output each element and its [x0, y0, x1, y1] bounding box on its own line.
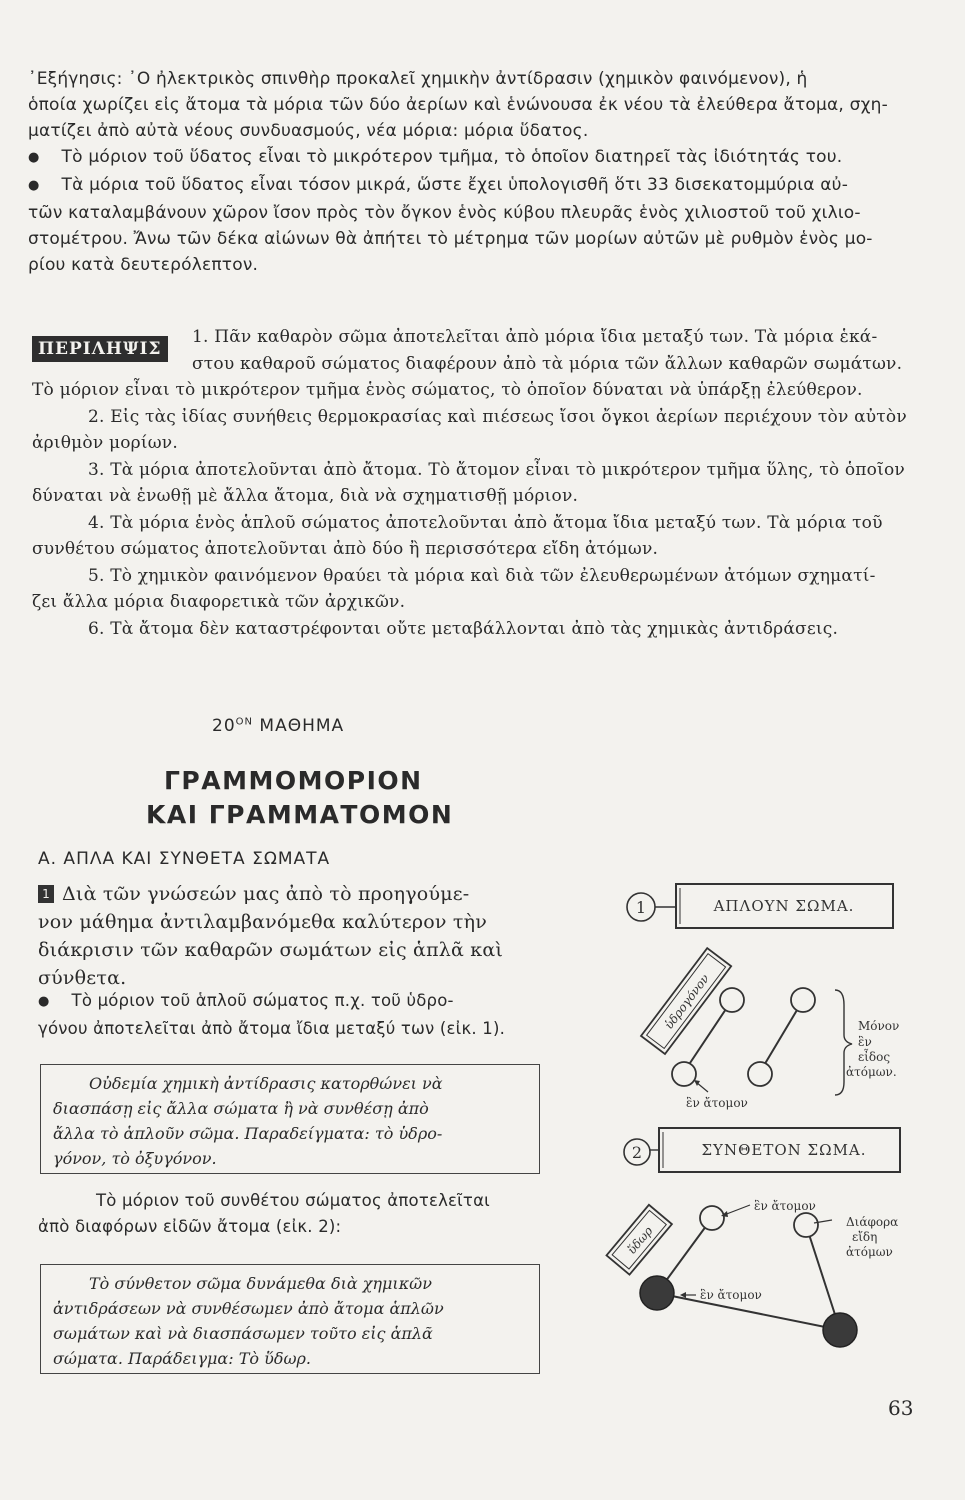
paragraph-line: ἀπὸ διαφόρων εἰδῶν ἄτομα (εἰκ. 2): [38, 1217, 342, 1236]
summary-line: συνθέτου σώματος ἀποτελοῦνται ἀπὸ δύο ἢ περισσότερα εἴδη ἀτόμων. [32, 539, 659, 559]
lesson-label: ΜΑΘΗΜΑ [259, 716, 345, 736]
paragraph-line: Διὰ τῶν γνώσεών μας ἀπὸ τὸ προηγούμε- [62, 883, 470, 905]
intro-explanation [28, 66, 890, 278]
oxygen-atom-icon [823, 1313, 857, 1347]
figure-1-atom-label: ἓν ἄτομον [686, 1096, 748, 1110]
summary-line: 2. Εἰς τὰς ἰδίας συνήθεις θερμοκρασίας καὶ πιέσεως ἴσοι ὄγκοι ἀερίων περιέχουν τὸν αὐτὸν [88, 406, 907, 427]
intro-line: ᾽Εξήγησις: ᾽Ο ἠλεκτρικὸς σπινθὴρ προκαλεῖ χημικὴν ἀντίδρασιν (χημικὸν φαινόμενον), ἡ [28, 69, 808, 89]
paragraph-line: ● Τὸ μόριον τοῦ ἁπλοῦ σώματος π.χ. τοῦ ὑδρο- [38, 988, 548, 1016]
summary-line: ἀριθμὸν μορίων. [32, 433, 178, 453]
figure-2-note-line: Διάφορα [846, 1215, 899, 1229]
paragraph-line: νον μάθημα ἀντιλαμβανόμεθα καλύτερον τὴν [38, 911, 487, 933]
summary-line: 1. Πᾶν καθαρὸν σῶμα ἀποτελεῖται ἀπὸ μόρια ἴδια μεταξύ των. Τὰ μόρια ἑκά- [192, 327, 878, 347]
oxygen-atom-icon [640, 1276, 674, 1310]
figure-1-number: 1 [635, 898, 647, 917]
atom-icon [720, 988, 744, 1012]
hydrogen-tag [641, 948, 731, 1054]
figure-2-atom-label-mid: ἓν ἄτομον [700, 1288, 762, 1302]
summary-line: 4. Τὰ μόρια ἑνὸς ἁπλοῦ σώματος ἀποτελοῦνται ἀπὸ ἄτομα ἴδια μεταξύ των. Τὰ μόρια τοῦ [88, 512, 883, 533]
paragraph-1 [38, 880, 548, 992]
paragraph-line: σύνθετα. [38, 967, 127, 989]
rule-line: ἄλλα τὸ ἁπλοῦν σῶμα. Παραδείγματα: τὸ ὑδρο- [53, 1124, 443, 1143]
rule-box-compound [40, 1264, 540, 1374]
figure-2-title: ΣΥΝΘΕΤΟΝ ΣΩΜΑ. [701, 1141, 867, 1159]
rule-line: σωμάτων καὶ νὰ διασπάσωμεν τοῦτο εἰς ἁπλᾶ [53, 1324, 433, 1343]
paragraph-2 [38, 988, 548, 1042]
lesson-heading [212, 716, 344, 736]
page-title-line-1: ΓΡΑΜΜΟΜΟΡΙΟΝ [164, 766, 423, 795]
hydrogen-molecule [641, 948, 899, 1110]
hydrogen-tag-label: ὑδρογόνον [661, 971, 713, 1032]
hydrogen-atom-icon [794, 1213, 818, 1237]
figure-2-atom-label-top: ἓν ἄτομον [754, 1199, 816, 1213]
summary-block [32, 324, 907, 642]
summary-badge: ΠΕΡΙΛΗΨΙΣ [32, 336, 168, 362]
atom-icon [748, 1062, 772, 1086]
atom-icon [672, 1062, 696, 1086]
summary-line: 3. Τὰ μόρια ἀποτελοῦνται ἀπὸ ἄτομα. Τὸ ἄτομον εἶναι τὸ μικρότερον τμῆμα ὕλης, τὸ ὁποῖον [88, 459, 905, 480]
section-heading: Α. ΑΠΛΑ ΚΑΙ ΣΥΝΘΕΤΑ ΣΩΜΑΤΑ [38, 849, 331, 869]
intro-line: ρίου κατὰ δευτερόλεπτον. [28, 255, 259, 275]
figure-1-note-line: ἓν [858, 1035, 872, 1049]
figure-2-note-line: ἀτόμων [846, 1245, 893, 1259]
intro-line: στομέτρου. Ἄνω τῶν δέκα αἰώνων θὰ ἀπήτει τὸ μέτρημα τῶν μορίων αὐτῶν μὲ ρυθμὸν ἑνὸς μο- [28, 229, 873, 249]
intro-line: ματίζει ἀπὸ αὐτὰ νέους συνδυασμούς, νέα μόρια: μόρια ὕδατος. [28, 121, 589, 141]
paragraph-line: διάκρισιν τῶν καθαρῶν σωμάτων εἰς ἁπλᾶ καὶ [38, 939, 504, 961]
summary-line: 5. Τὸ χημικὸν φαινόμενον θραύει τὰ μόρια καὶ διὰ τῶν ἐλευθερωμένων ἀτόμων σχηματί- [88, 565, 876, 586]
paragraph-line: Τὸ μόριον τοῦ συνθέτου σώματος ἀποτελεῖται [96, 1191, 490, 1210]
rule-box-simple [40, 1064, 540, 1174]
rule-line: ἀντιδράσεων νὰ συνθέσωμεν ἀπὸ ἄτομα ἁπλῶν [53, 1299, 444, 1318]
brace-icon [835, 990, 852, 1095]
figure-1-note-line: Μόνον [858, 1019, 900, 1033]
paragraph-line: γόνου ἀποτελεῖται ἀπὸ ἄτομα ἴδια μεταξύ των (εἰκ. 1). [38, 1019, 506, 1038]
summary-line: Τὸ μόριον εἶναι τὸ μικρότερον τμῆμα ἑνὸς σώματος, τὸ ὁποῖον δύναται νὰ ὑπάρξῃ ἐλεύθερον. [32, 380, 863, 400]
rule-line: Τὸ σύνθετον σῶμα δυνάμεθα διὰ χημικῶν [89, 1274, 432, 1293]
atom-icon [791, 988, 815, 1012]
paragraph-3 [38, 1188, 548, 1240]
figure-1-note-line: εἶδος [858, 1050, 891, 1064]
summary-line: στου καθαροῦ σώματος διαφέρουν ἀπὸ τὰ μόρια τῶν ἄλλων καθαρῶν σωμάτων. [192, 353, 903, 374]
intro-bullet-1: ● Τὸ μόριον τοῦ ὕδατος εἶναι τὸ μικρότερον τμῆμα, τὸ ὁποῖον διατηρεῖ τὰς ἰδιότητάς του. [28, 144, 890, 172]
intro-bullet-2: ● Τὰ μόρια τοῦ ὕδατος εἶναι τόσον μικρά, ὥστε ἔχει ὑπολογισθῆ ὅτι 33 δισεκατομμύρια αὐ- [28, 172, 890, 200]
rule-line: σώματα. Παράδειγμα: Τὸ ὕδωρ. [53, 1349, 311, 1368]
molecule-figure [600, 860, 940, 1380]
summary-line: 6. Τὰ ἄτομα δὲν καταστρέφονται οὔτε μεταβάλλονται ἀπὸ τὰς χημικὰς ἀντιδράσεις. [88, 618, 839, 639]
rule-line: γόνον, τὸ ὀξυγόνον. [53, 1149, 217, 1168]
intro-line: ὁποία χωρίζει εἰς ἄτομα τὰ μόρια τῶν δύο ἀερίων καὶ ἑνώνουσα ἐκ νέου τὰ ἐλεύθερα ἄτομα, σχη- [28, 95, 888, 115]
intro-line: τῶν καταλαμβάνουν χῶρον ἴσον πρὸς τὸν ὄγκον ἑνὸς κύβου πλευρᾶς ἑνὸς χιλιοστοῦ τοῦ χιλιο- [28, 203, 861, 223]
figure-2-note-line: εἴδη [852, 1230, 878, 1244]
figure-1-title: ΑΠΛΟΥΝ ΣΩΜΑ. [713, 897, 855, 915]
lesson-number-suffix: ΟΝ [235, 716, 253, 728]
figure-1-note-line: ἀτόμων. [846, 1065, 897, 1079]
summary-line: δύναται νὰ ἑνωθῇ μὲ ἄλλα ἄτομα, διὰ νὰ σχηματισθῇ μόριον. [32, 486, 579, 506]
page-title-line-2: ΚΑΙ ΓΡΑΜΜΑΤΟΜΟΝ [146, 800, 454, 829]
lesson-number: 20 [212, 716, 236, 736]
summary-line: ζει ἄλλα μόρια διαφορετικὰ τῶν ἀρχικῶν. [32, 592, 406, 612]
figure-2-number: 2 [631, 1143, 643, 1162]
hydrogen-atom-icon [700, 1206, 724, 1230]
rule-line: διασπάσῃ εἰς ἄλλα σώματα ἢ νὰ συνθέσῃ ἀπὸ [53, 1099, 429, 1118]
rule-line: Οὐδεμία χημικὴ ἀντίδρασις κατορθώνει νὰ [89, 1074, 443, 1093]
water-tag [607, 1205, 672, 1275]
paragraph-marker: 1 [38, 885, 54, 903]
page-number: 63 [888, 1396, 914, 1420]
water-tag-label: ὕδωρ [624, 1223, 656, 1257]
water-molecule [607, 1199, 899, 1347]
